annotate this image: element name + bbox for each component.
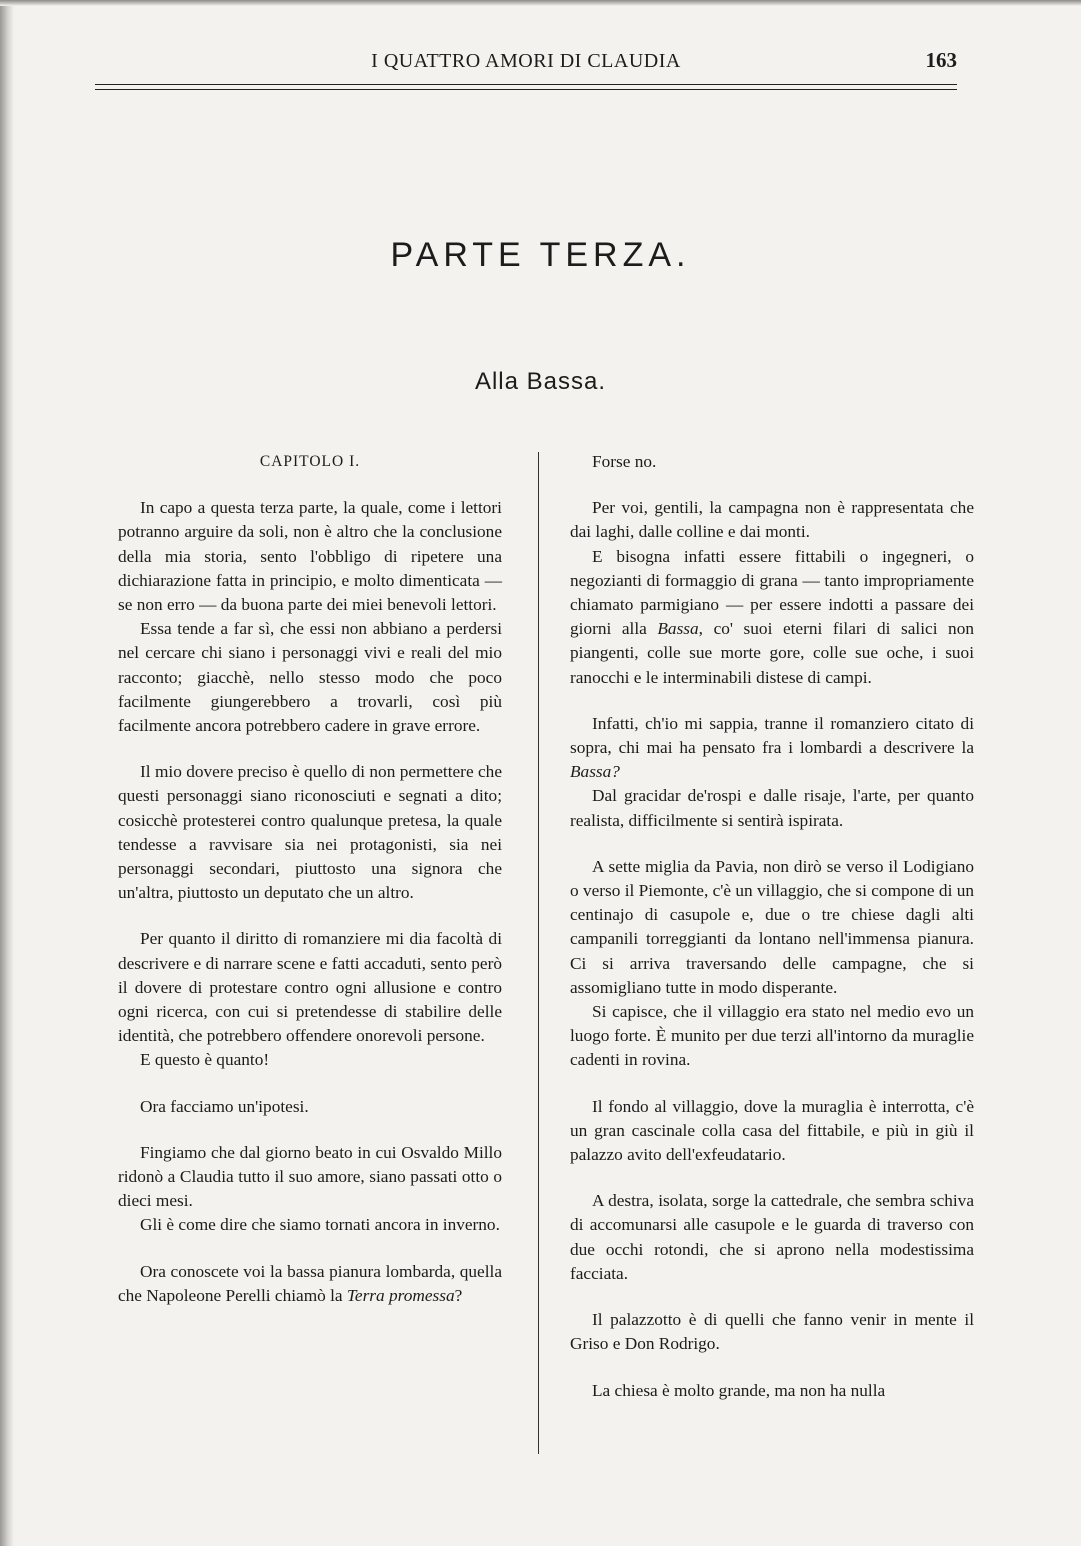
paragraph: Il mio dovere preciso è quello di non permettere che questi personaggi siano riconosciuti e segnati a dito; cosicchè protesterei contro qualunque pretesa, la quale tendesse a ravvisare sia nei protagonisti, sia nei personaggi secondari, piuttosto una signora che un'altra, piuttosto un deputato che un altro. xyxy=(118,762,502,903)
italic-word: Bassa? xyxy=(570,762,620,782)
paragraph: Fingiamo che dal giorno beato in cui Osvaldo Millo ridonò a Claudia tutto il suo amore, siano passati otto o dieci mesi. xyxy=(118,1142,502,1211)
header-rule-bottom xyxy=(95,89,957,90)
paragraph: La chiesa è molto grande, ma non ha nulla xyxy=(592,1380,886,1400)
page-number: 163 xyxy=(925,48,957,72)
left-column xyxy=(118,450,502,1308)
running-head xyxy=(95,48,957,78)
paragraph xyxy=(118,1260,502,1308)
part-title: PARTE TERZA. xyxy=(390,236,691,274)
paragraph: Ora facciamo un'ipotesi. xyxy=(140,1096,309,1116)
paragraph-text: ? xyxy=(454,1285,463,1305)
paragraph xyxy=(570,712,974,785)
paragraph: Per voi, gentili, la campagna non è rappresentata che dai laghi, dalle colline e dai monti. xyxy=(570,498,974,542)
paragraph: Forse no. xyxy=(592,452,657,471)
paragraph-text: , co' suoi eterni filari di salici non piangenti, colle sue morte gore, colle sue oche, i suoi ranocchi e le interminabili distese di campi. xyxy=(570,619,974,687)
chapter-heading: CAPITOLO I. xyxy=(259,453,361,470)
page-top-edge xyxy=(0,0,1081,6)
section-title: Alla Bassa. xyxy=(474,368,607,395)
column-divider xyxy=(538,452,539,1454)
right-column xyxy=(570,450,974,1403)
book-spine-shadow xyxy=(0,0,14,1546)
paragraph-text: Infatti, ch'io mi sappia, tranne il romanziero citato di sopra, chi mai ha pensato fra i lombardi a descrivere la xyxy=(570,713,974,758)
paragraph xyxy=(570,545,974,690)
paragraph-text: E bisogna infatti essere fittabili o ingegneri, o negozianti di formaggio di grana — tanto impropriamente chiamato parmigiano — per essere indotti a passare dei giorni alla xyxy=(570,546,974,639)
paragraph: A destra, isolata, sorge la cattedrale, che sembra schiva di accomunarsi alle casupole e le guarda di traverso con due occhi rotondi, che si aprono nella modestissima facciata. xyxy=(570,1191,974,1283)
header-rule-top xyxy=(95,84,957,85)
italic-word: Bassa xyxy=(657,619,699,639)
paragraph: E questo è quanto! xyxy=(140,1050,270,1070)
paragraph-text: Ora conoscete voi la bassa pianura lombarda, quella che Napoleone Perelli chiamò la xyxy=(118,1261,502,1305)
paragraph: Dal gracidar de'rospi e dalle risaje, l'arte, per quanto realista, difficilmente si sentirà ispirata. xyxy=(570,786,974,830)
paragraph: In capo a questa terza parte, la quale, come i lettori potranno arguire da soli, non è altro che la conclusione della mia storia, sento l'obbligo di ripetere una dichiarazione fatta in principio, e molto dimenticata — se non erro — da buona parte dei miei benevoli lettori. xyxy=(118,498,502,615)
paragraph: Gli è come dire che siamo tornati ancora in inverno. xyxy=(140,1215,500,1235)
paragraph: Si capisce, che il villaggio era stato nel medio evo un luogo forte. È munito per due terzi all'intorno da muraglie cadenti in rovina. xyxy=(570,1002,974,1070)
paragraph: Essa tende a far sì, che essi non abbiano a perdersi nel cercare chi siano i personaggi vivi e reali del mio racconto; giacchè, nello stesso modo che poco facilmente giungerebbero a trovarli, così più facilmente ancora potrebbero cadere in grave errore. xyxy=(118,619,502,736)
italic-title: Terra promessa xyxy=(346,1285,455,1305)
paragraph: Il palazzotto è di quelli che fanno venir in mente il Griso e Don Rodrigo. xyxy=(570,1310,974,1354)
paragraph: Il fondo al villaggio, dove la muraglia è interrotta, c'è un gran cascinale colla casa del fittabile, e più in giù il palazzo avito dell'exfeudatario. xyxy=(570,1096,974,1165)
paragraph: Per quanto il diritto di romanziere mi dia facoltà di descrivere e di narrare scene e fatti accaduti, sento però il dovere di protestare contro ogni allusione e contro ogni ricerca, con cui si pretendesse di stabilire delle identità, che potrebbero offendere onorevoli persone. xyxy=(118,929,502,1046)
paragraph: A sette miglia da Pavia, non dirò se verso il Lodigiano o verso il Piemonte, c'è un villaggio, che si compone di un centinajo di casupole e, due o tre chiese dagli alti campanili torreggianti da lontano nell'immensa pianura. Ci si arriva traversando delle campagne, che si assomigliano tutte in modo disperante. xyxy=(570,856,974,997)
running-head-title: I QUATTRO AMORI DI CLAUDIA xyxy=(371,50,681,72)
